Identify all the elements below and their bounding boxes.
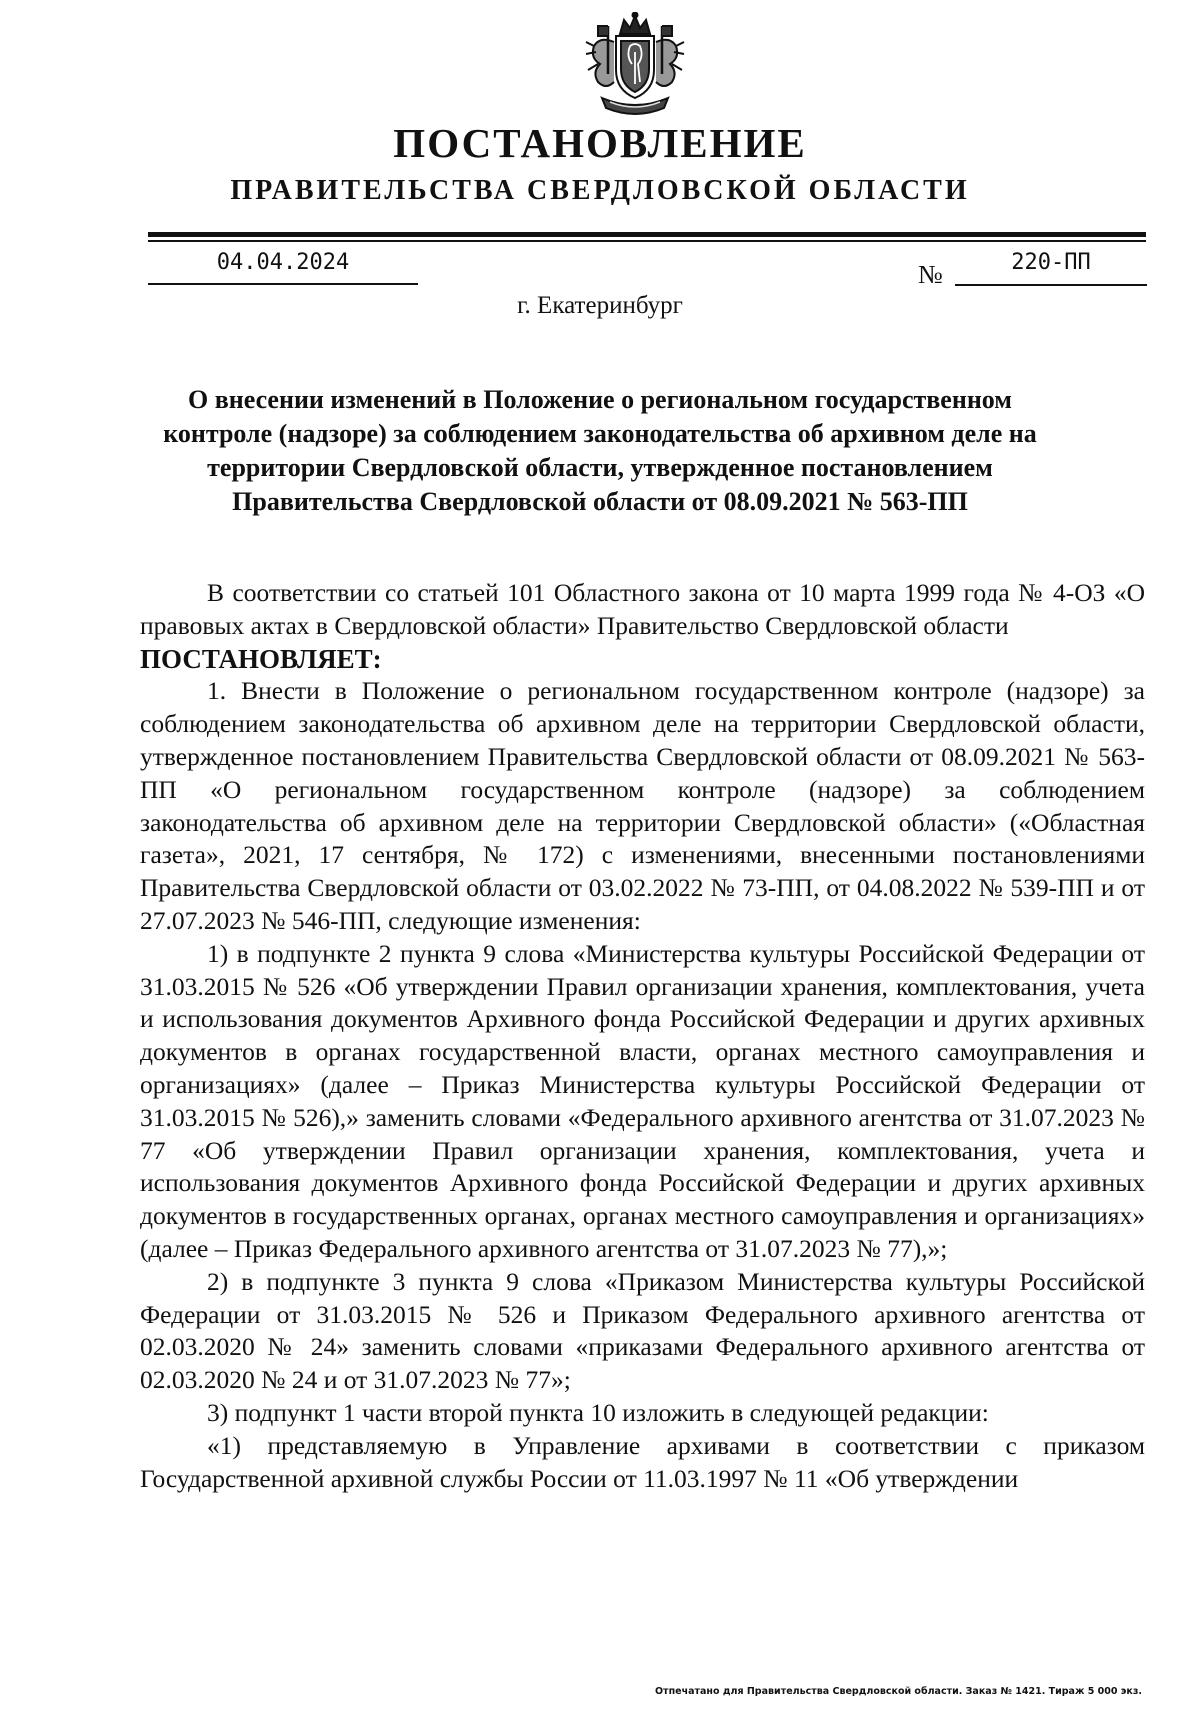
document-date: 04.04.2024 <box>216 250 350 275</box>
paragraph-1: 1. Внести в Положение о региональном государственном контроле (надзоре) за соблюдением законодательства об архивном деле на территории Свердловской области, утвержденное постановлением Правительства Свердловской области от 08.09.2021 № 563-ПП «О региональном государственном контроле (надзоре) за соблюдением законодательства об архивном деле на территории Свердловской области» («Областная газета», 2021, 17 сентября, № 172) с изменениями, внесенными постановлениями Правительства Свердловской области от 03.02.2022 № 73-ПП, от 04.08.2022 № 539-ПП и от 27.07.2023 № 546-ПП, следующие изменения: <box>140 676 1145 935</box>
issuer-name: ПРАВИТЕЛЬСТВА СВЕРДЛОВСКОЙ ОБЛАСТИ <box>230 175 970 206</box>
subparagraph-3: 3) подпункт 1 части второй пункта 10 изложить в следующей редакции: <box>207 1397 989 1427</box>
subparagraph-2: 2) в подпункте 3 пункта 9 слова «Приказом Министерства культуры Российской Федерации от 31.03.2015 № 526 и Приказом Федерального архивного агентства от 02.03.2020 № 24» заменить словами «приказами Федерального архивного агентства от 02.03.2020 № 24 и от 31.07.2023 № 77»; <box>140 1266 1145 1395</box>
document-heading: О внесении изменений в Положение о региональном государственном контроле (надзоре) за соблюдением законодательства об архивном деле на территории Свердловской области, утвержденное постановлением Правительства Свердловской области от 08.09.2021 № 563-ПП <box>163 385 1037 516</box>
preamble-paragraph: В соответствии со статьей 101 Областного закона от 10 марта 1999 года № 4-ОЗ «О правовых актах в Свердловской области» Правительство Свердловской области <box>140 578 1145 640</box>
coat-of-arms-icon <box>580 12 690 120</box>
document-title: ПОСТАНОВЛЕНИЕ <box>393 120 807 166</box>
number-sign: № <box>918 260 943 289</box>
header-divider-thin <box>148 240 1146 242</box>
document-body <box>140 577 1145 1495</box>
issue-city: г. Екатеринбург <box>517 292 683 319</box>
header-divider-thick <box>148 232 1146 237</box>
number-underline <box>955 284 1147 286</box>
print-footer: Отпечатано для Правительства Свердловской области. Заказ № 1421. Тираж 5 000 экз. <box>654 1686 1142 1697</box>
subparagraph-1: 1) в подпункте 2 пункта 9 слова «Министерства культуры Российской Федерации от 31.03.2015 № 526 «Об утверждении Правил организации хранения, комплектования, учета и использования документов Архивного фонда Российской Федерации и других архивных документов в органах государственной власти, органах местного самоуправления и организациях» (далее – Приказ Министерства культуры Российской Федерации от 31.03.2015 № 526),» заменить словами «Федерального архивного агентства от 31.07.2023 № 77 «Об утверждении Правил организации хранения, комплектования, учета и использования документов Архивного фонда Российской Федерации и других архивных документов в государственных органах, органах местного самоуправления и организациях» (далее – Приказ Федерального архивного агентства от 31.07.2023 № 77),»; <box>140 938 1145 1263</box>
resolves-heading: ПОСТАНОВЛЯЕТ: <box>140 643 382 674</box>
date-underline <box>148 283 418 285</box>
subparagraph-3-quote: «1) представляемую в Управление архивами в соответствии с приказом Государственной архивной службы России от 11.03.1997 № 11 «Об утверждении <box>140 1430 1145 1493</box>
document-number: 220-ПП <box>1011 250 1091 275</box>
